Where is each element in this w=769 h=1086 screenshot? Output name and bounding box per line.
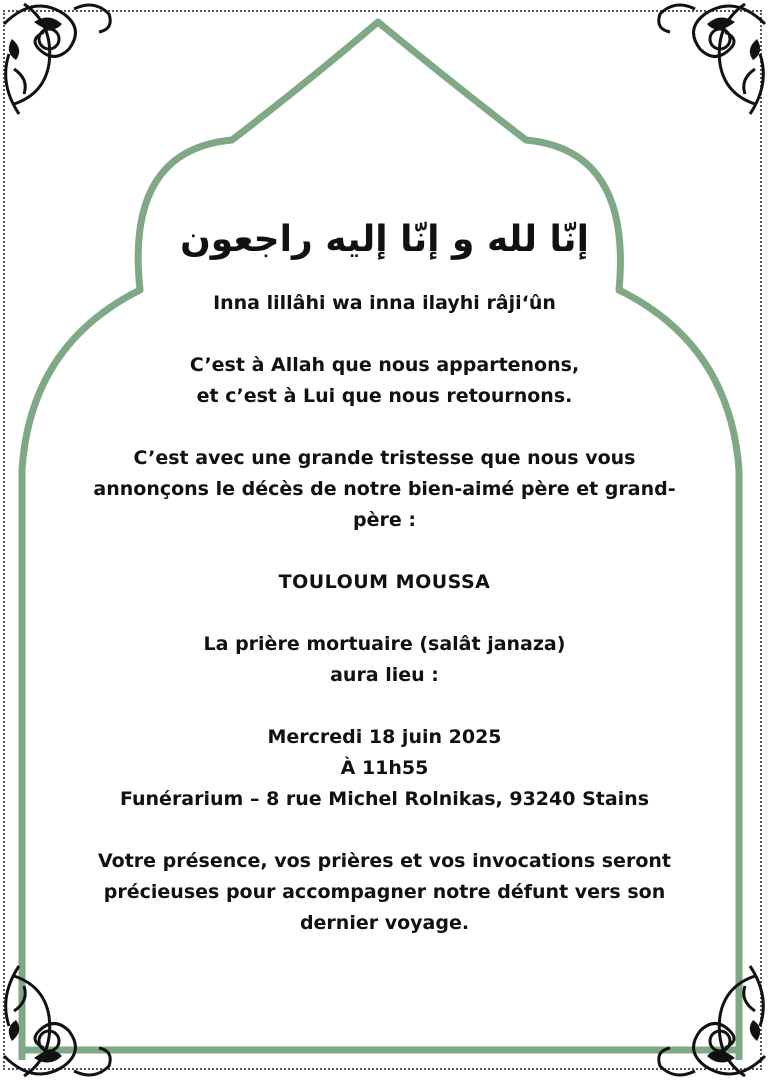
- corner-ornament-bottom-right: [645, 956, 769, 1086]
- transliteration: Inna lillâhi wa inna ilayhi râji‘ûn: [213, 292, 556, 314]
- announcement-line-1: C’est avec une grande tristesse que nous vous: [133, 447, 636, 469]
- corner-ornament-top-right: [645, 0, 769, 124]
- arabic-verse: إنّا لله و إنّا إليه راجعون: [180, 219, 589, 260]
- announcement-text-block: [60, 210, 709, 939]
- closing-line-3: dernier voyage.: [299, 912, 470, 934]
- meaning-line-1: C’est à Allah que nous appartenons,: [189, 354, 580, 376]
- corner-ornament-top-left: [0, 0, 124, 124]
- event-location: Funérarium – 8 rue Michel Rolnikas, 93240 Stains: [119, 788, 650, 810]
- corner-ornament-bottom-left: [0, 956, 124, 1086]
- prayer-line-2: aura lieu :: [330, 664, 439, 686]
- closing-line-1: Votre présence, vos prières et vos invocations seront: [98, 850, 671, 872]
- announcement-line-3: père :: [353, 509, 416, 531]
- event-time: À 11h55: [340, 757, 429, 779]
- event-date: Mercredi 18 juin 2025: [267, 726, 502, 748]
- announcement-line-2: annonçons le décès de notre bien-aimé père et grand-: [93, 478, 676, 500]
- closing-line-2: précieuses pour accompagner notre défunt vers son: [103, 881, 666, 903]
- deceased-name: TOULOUM MOUSSA: [278, 571, 491, 593]
- meaning-line-2: et c’est à Lui que nous retournons.: [196, 385, 573, 407]
- prayer-line-1: La prière mortuaire (salât janaza): [203, 633, 566, 655]
